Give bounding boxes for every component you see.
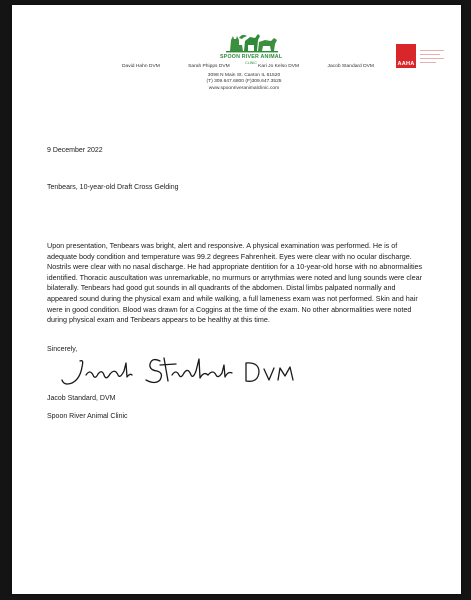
letter-closing: Sincerely, bbox=[47, 346, 78, 353]
handwritten-signature-icon bbox=[60, 353, 300, 394]
doctor-list bbox=[122, 64, 374, 69]
clinic-contact bbox=[142, 73, 346, 92]
letter-subject: Tenbears, 10-year-old Draft Cross Gelding bbox=[47, 184, 179, 191]
clinic-logo-name: SPOON RIVER ANIMAL bbox=[220, 54, 283, 60]
animal-silhouettes-icon bbox=[220, 27, 282, 55]
clinic-logo-sub: CLINIC bbox=[245, 61, 257, 65]
letter-body: Upon presentation, Tenbears was bright, alert and responsive. A physical examination was performed. He is of adequate body condition and temperature was 99.2 degrees Fahrenheit. Eyes were clear with no ocular discharge. Nostrils were clear with no nasal discharge. He had appropriate dentition for a 10-year-old horse with no abnormalities identified. Thoracic auscultation was unremarkable, no murmurs or arrythmias were noted and lung sounds were clear bilaterally. Tenbears had good gut sounds in all quadrants of the abdomen. Distal limbs palpated normally and appeared sound during the physical exam and while walking, a full lameness exam was not performed. Skin and hair were in good condition. Blood was drawn for a Coggins at the time of the exam. No other abnormalities were noted during physical exam and Tenbears appears to be healthy at this time. bbox=[47, 241, 423, 325]
aaha-accreditation-logo bbox=[394, 44, 446, 72]
letter-page bbox=[12, 5, 461, 594]
letter-date: 9 December 2022 bbox=[47, 147, 103, 154]
doctor-name: Jacob Standard DVM bbox=[327, 64, 374, 69]
doctor-name: Kari Jo Kelso DVM bbox=[258, 64, 300, 69]
doctor-name: David Hahn DVM bbox=[122, 64, 160, 69]
signer-name: Jacob Standard, DVM bbox=[47, 395, 116, 402]
signer-organization: Spoon River Animal Clinic bbox=[47, 413, 128, 420]
clinic-website: www.spoonriveranimalclinic.com bbox=[208, 85, 280, 91]
doctor-name: Sarah Phipps DVM bbox=[188, 64, 230, 69]
aaha-logo-text: AAHA bbox=[397, 61, 415, 67]
clinic-phone-fax: (T) 309.647.6800 (F)309.647.3525 bbox=[206, 79, 282, 85]
clinic-address: 3098 N Main St. Canton IL 61520 bbox=[207, 73, 281, 78]
